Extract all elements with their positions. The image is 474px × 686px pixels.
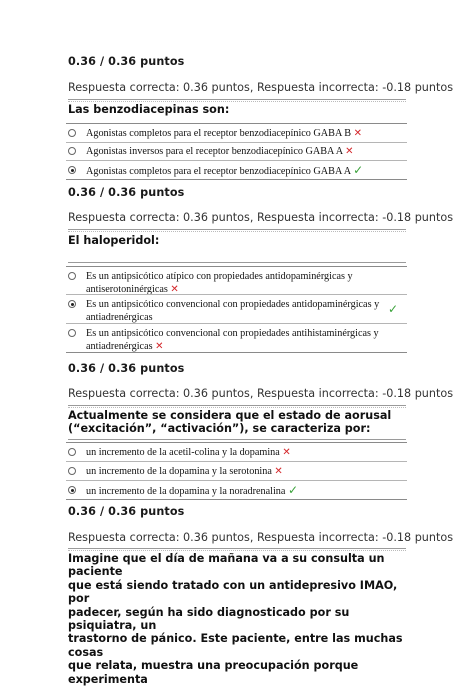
scoring-1: Respuesta correcta: 0.36 puntos, Respuesta incorrecta: -0.18 puntos [68, 81, 454, 94]
correct-icon: ✓ [287, 483, 299, 497]
option-text: un incremento de la acetil-colina y la dopamina [86, 447, 280, 458]
options-3 [66, 442, 407, 500]
score-2: 0.36 / 0.36 puntos [68, 186, 185, 199]
correct-icon: ✓ [353, 163, 364, 177]
question-3 [68, 409, 408, 436]
question-line: trastorno de pánico. Este paciente, entre las muchas cosas [68, 632, 403, 659]
incorrect-icon: ✕ [282, 447, 291, 458]
scoring-4: Respuesta correcta: 0.36 puntos, Respuesta incorrecta: -0.18 puntos [68, 531, 454, 544]
radio-button[interactable] [68, 329, 76, 337]
divider [68, 229, 406, 230]
option-3b[interactable] [66, 461, 407, 480]
option-3c[interactable] [66, 480, 407, 499]
score-1: 0.36 / 0.36 puntos [68, 55, 185, 68]
incorrect-icon: ✕ [170, 284, 179, 295]
option-text: Es un antipsicótico atípico con propiedades antidopaminérgicas y [86, 271, 353, 282]
option-text: Agonistas inversos para el receptor benzodiacepínico GABA A [86, 146, 343, 157]
question-1: Las benzodiacepinas son: [68, 103, 230, 116]
radio-button-selected[interactable] [68, 300, 76, 308]
option-text: Es un antipsicótico convencional con propiedades antihistaminérgicas y [86, 328, 379, 339]
score-4: 0.36 / 0.36 puntos [68, 505, 185, 518]
question-line: Actualmente se considera que el estado de aorusal [68, 409, 392, 422]
option-1c[interactable] [66, 160, 407, 179]
option-text: un incremento de la dopamina y la serotonina [86, 466, 272, 477]
divider [68, 439, 406, 440]
question-line: padecer, según ha sido diagnosticado por su psiquiatra, un [68, 605, 350, 633]
divider [68, 262, 406, 263]
option-text: Es un antipsicótico convencional con propiedades antidopaminérgicas y [86, 299, 380, 310]
radio-button[interactable] [68, 467, 76, 475]
correct-icon: ✓ [388, 302, 399, 316]
option-2c[interactable] [66, 323, 407, 352]
question-4 [68, 552, 408, 686]
radio-button[interactable] [68, 129, 76, 137]
option-1a[interactable] [66, 124, 407, 142]
incorrect-icon: ✕ [345, 146, 354, 157]
question-line: (“excitación”, “activación”), se caracteriza por: [68, 422, 371, 436]
option-2b[interactable] [66, 294, 407, 323]
options-2 [66, 266, 407, 353]
divider [68, 548, 406, 549]
question-line: que relata, muestra una preocupación porque experimenta [68, 659, 359, 686]
radio-button[interactable] [68, 272, 76, 280]
radio-button-selected[interactable] [68, 166, 76, 174]
radio-button[interactable] [68, 147, 76, 155]
option-text-cont: antiserotoninérgicas [86, 284, 168, 295]
incorrect-icon: ✕ [155, 341, 164, 352]
incorrect-icon: ✕ [274, 466, 283, 477]
option-text: Agonistas completos para el receptor benzodiacepínico GABA B [86, 128, 352, 139]
options-1 [66, 123, 407, 180]
divider [68, 99, 406, 100]
radio-button[interactable] [68, 448, 76, 456]
option-text-cont: antiadrenérgicas [86, 341, 153, 352]
question-2: El haloperidol: [68, 234, 160, 247]
option-2a[interactable] [66, 267, 407, 294]
option-text-cont: antiadrenérgicas [86, 312, 153, 323]
divider [68, 405, 406, 406]
score-3: 0.36 / 0.36 puntos [68, 362, 185, 375]
question-line: que está siendo tratado con un antidepresivo IMAO, por [68, 578, 398, 606]
option-text: un incremento de la dopamina y la noradrenalina [86, 486, 286, 497]
scoring-2: Respuesta correcta: 0.36 puntos, Respuesta incorrecta: -0.18 puntos [68, 211, 454, 224]
question-line: Imagine que el día de mañana va a su consulta un paciente [68, 552, 385, 579]
option-3a[interactable] [66, 443, 407, 461]
incorrect-icon: ✕ [353, 128, 363, 139]
scoring-3: Respuesta correcta: 0.36 puntos, Respuesta incorrecta: -0.18 puntos [68, 387, 454, 400]
radio-button-selected[interactable] [68, 486, 76, 494]
option-text: Agonistas completos para el receptor benzodiacepínico GABA A [86, 166, 351, 177]
option-1b[interactable] [66, 142, 407, 160]
